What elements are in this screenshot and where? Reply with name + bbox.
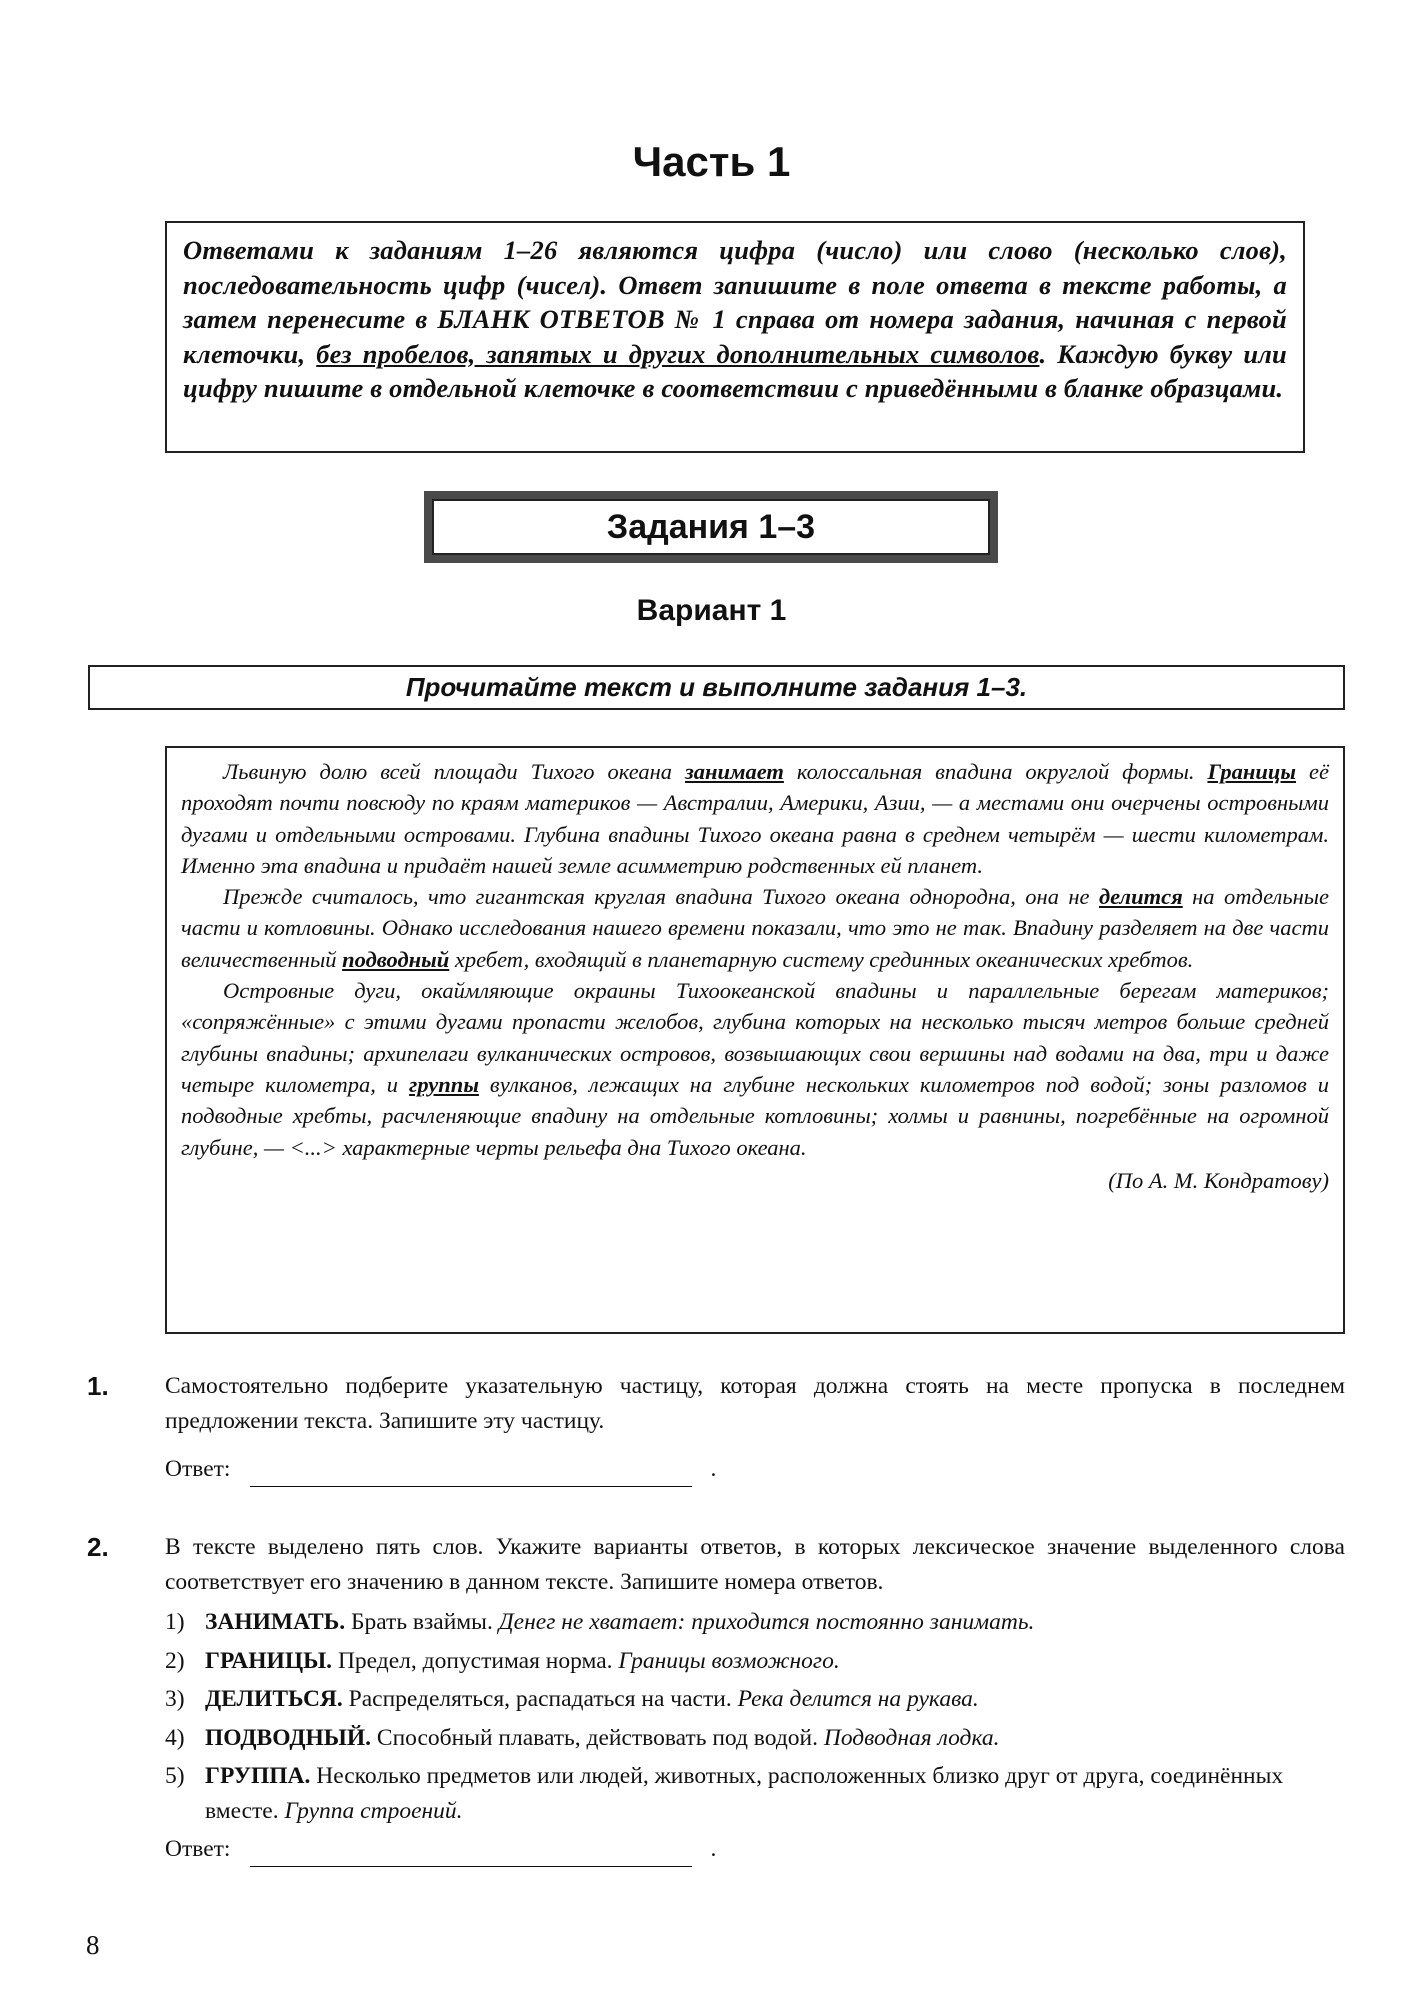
answer-label: Ответ: <box>165 1836 231 1862</box>
tasks-banner <box>424 491 998 563</box>
option-example: Река делится на рукава. <box>737 1686 979 1712</box>
question-number: 1. <box>87 1371 109 1401</box>
question-1 <box>87 1369 1345 1487</box>
instructions-box <box>165 221 1305 453</box>
answer-row <box>165 1452 1345 1487</box>
passage-source: (По А. М. Кондратову) <box>1108 1167 1329 1193</box>
option-meaning: Распределяться, распадаться на части. <box>342 1686 738 1712</box>
instructions-underlined: без пробелов, запятых и других дополнительных символов <box>316 338 1040 369</box>
instructions-text-end: . Каждую букву или цифру пишите в отдельной клеточке в соответствии с приведёнными в бланке образцами. <box>183 338 1287 403</box>
passage-text: Островные дуги, окаймляющие окраины Тихоокеанской впадины и параллельные берегам материков; «сопряжённые» с этими дугами пропасти желобов, глубина которых на несколько тысяч метров больше средней глубины впадины; архипелаги вулканических островов, возвышающих свои вершины над водами на два, три и даже четыре километра, и <box>181 978 1329 1097</box>
option-word: ПОДВОДНЫЙ. <box>205 1724 372 1751</box>
option-word: ДЕЛИТЬСЯ. <box>205 1686 343 1712</box>
answer-options <box>165 1605 1345 1828</box>
highlighted-word: делится <box>1098 884 1183 910</box>
option-number: 1) <box>165 1609 185 1635</box>
answer-end: . <box>710 1456 717 1482</box>
option-meaning: Брать взаймы. <box>345 1609 499 1635</box>
question-text: В тексте выделено пять слов. Укажите варианты ответов, в которых лексическое значение выделенного слова соответствует его значению в данном тексте. Запишите номера ответов. <box>165 1534 1345 1595</box>
option-example: Границы возможного. <box>618 1647 840 1674</box>
answer-row <box>165 1832 1345 1867</box>
option-meaning: Несколько предметов или людей, животных, расположенных близко друг от друга, соединённых вместе. <box>205 1763 1284 1824</box>
question-number: 2. <box>87 1532 109 1562</box>
passage-text: хребет, входящий в планетарную систему срединных океанических хребтов. <box>449 946 1194 972</box>
answer-option <box>165 1605 1345 1640</box>
option-meaning: Способный плавать, действовать под водой. <box>371 1724 824 1751</box>
passage-text: на отдельные части и котловины. Однако исследования нашего времени показали, что это не так. Впадину разделяет на две части величественный <box>181 884 1329 972</box>
tasks-banner-title: Задания 1–3 <box>432 499 990 555</box>
option-number: 3) <box>165 1686 185 1712</box>
question-text: Самостоятельно подберите указательную частицу, которая должна стоять на месте пропуска в последнем предложении текста. Запишите эту частицу. <box>165 1373 1345 1434</box>
answer-option <box>165 1721 1345 1756</box>
passage-paragraph-3 <box>181 975 1329 1163</box>
option-number: 2) <box>165 1647 185 1674</box>
answer-field[interactable] <box>250 1462 692 1487</box>
passage-paragraph-2 <box>181 881 1329 975</box>
page-number: 8 <box>86 1930 100 1960</box>
answer-end: . <box>710 1836 717 1862</box>
option-word: ГРУППА. <box>205 1763 311 1789</box>
option-number: 5) <box>165 1763 185 1789</box>
passage-text: Прежде считалось, что гигантская круглая впадина Тихого океана однородна, она не <box>223 884 1099 910</box>
answer-label: Ответ: <box>165 1456 231 1482</box>
passage-text: Львиную долю всей площади Тихого океана <box>223 759 686 784</box>
part-title: Часть 1 <box>632 138 791 185</box>
read-instruction: Прочитайте текст и выполните задания 1–3. <box>88 665 1345 710</box>
variant-title: Вариант 1 <box>636 594 787 627</box>
highlighted-word: подводный <box>342 946 450 972</box>
option-word: ЗАНИМАТЬ. <box>205 1609 346 1635</box>
passage-text: вулканов, лежащих на глубине нескольких километров под водой; зоны разломов и подводные хребты, расчленяющие впадину на отдельные котловины; холмы и равнины, погребённые на огромной глубине, — <...> характерные черты рельефа дна Тихого океана. <box>181 1071 1329 1160</box>
question-2 <box>87 1530 1345 1867</box>
instructions-text: Ответами к заданиям 1–26 являются цифра (число) или слово (несколько слов), последовательность цифр (чисел). Ответ запишите в поле ответа в тексте работы, а затем перенесите в БЛАНК ОТВЕТОВ № 1 справа от номера задания, начиная с первой клеточки, <box>183 235 1287 369</box>
option-example: Денег не хватает: приходится постоянно занимать. <box>498 1609 1035 1635</box>
passage-text: колоссальная впадина округлой формы. <box>783 759 1208 784</box>
option-example: Группа строений. <box>284 1797 463 1824</box>
option-example: Подводная лодка. <box>823 1724 1000 1751</box>
answer-option <box>165 1682 1345 1717</box>
option-word: ГРАНИЦЫ. <box>205 1647 333 1674</box>
answer-option <box>165 1644 1345 1679</box>
option-meaning: Предел, допустимая норма. <box>332 1647 619 1674</box>
passage-paragraph-1 <box>181 756 1329 881</box>
highlighted-word: Границы <box>1207 759 1297 784</box>
reading-passage <box>165 746 1345 1334</box>
highlighted-word: группы <box>409 1071 479 1097</box>
highlighted-word: занимает <box>685 759 784 784</box>
passage-text: её проходят почти повсюду по краям материков — Австралии, Америки, Азии, — а местами они очерчены островными дугами и отдельными островами. Глубина впадины Тихого океана равна в среднем четырём — шести километрам. Именно эта впадина и придаёт нашей земле асимметрию родственных ей планет. <box>181 759 1329 878</box>
option-number: 4) <box>165 1724 185 1751</box>
answer-field[interactable] <box>250 1842 692 1867</box>
answer-option <box>165 1759 1345 1828</box>
